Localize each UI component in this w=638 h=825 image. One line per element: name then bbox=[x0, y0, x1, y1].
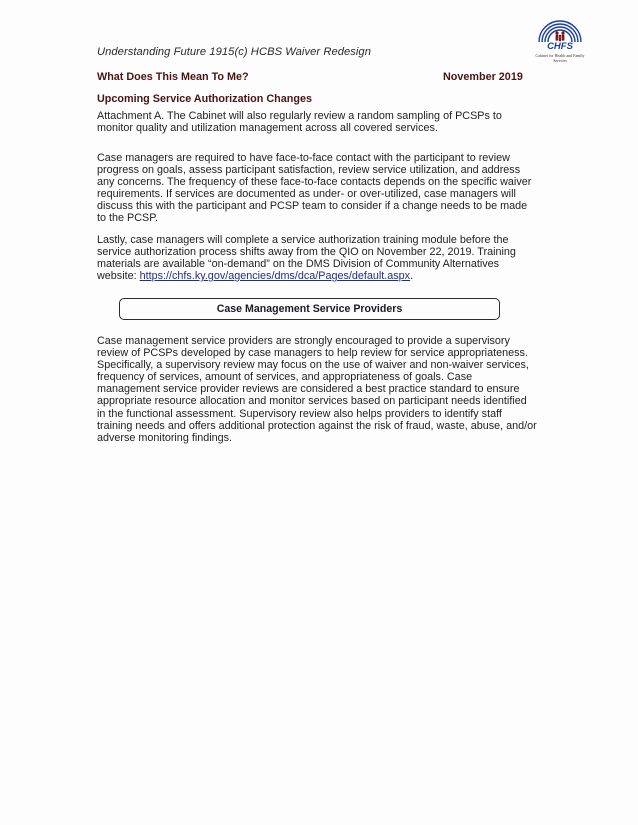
page-title: What Does This Mean To Me? bbox=[97, 71, 249, 83]
document-date: November 2019 bbox=[443, 71, 523, 83]
logo-agency-name: Cabinet for Health and Family Services bbox=[535, 53, 585, 63]
chfs-logo bbox=[531, 20, 589, 70]
section-subtitle: Upcoming Service Authorization Changes bbox=[97, 93, 312, 105]
paragraph-attachment: Attachment A. The Cabinet will also regularly review a random sampling of PCSPs to monitor quality and utilization management across all covered services. bbox=[97, 110, 502, 135]
section-heading: Case Management Service Providers bbox=[216, 303, 403, 315]
training-text: Lastly, case managers will complete a service authorization training module before the service authorization process shifts away from the QIO on November 22, 2019. Training materials are available “on-demand” on the DMS Division of Community Alternatives website: bbox=[97, 234, 516, 283]
title-row bbox=[97, 71, 523, 83]
logo-acronym: CHFS bbox=[547, 41, 573, 52]
paragraph-training bbox=[97, 234, 537, 282]
running-header: Understanding Future 1915(c) HCBS Waiver Redesign bbox=[97, 46, 371, 58]
paragraph-face-to-face: Case managers are required to have face-to-face contact with the participant to review progress on goals, assess participant satisfaction, review service utilization, and address any concerns. The frequency of these face-to-face contacts depends on the specific waiver requirements. If services are documented as under- or over-utilized, case managers will discuss this with the participant and PCSP team to consider if a change needs to be made to the PCSP. bbox=[97, 152, 532, 225]
paragraph-supervisory-review: Case management service providers are strongly encouraged to provide a supervisory review of PCSPs developed by case managers to help review for service appropriateness. Specifically, a supervisory review may focus on the use of waiver and non-waiver services, frequency of services, amount of services, and appropriateness of goals. Case management service provider reviews are considered a best practice standard to ensure appropriate resource allocation and monitor services based on participant needs identified in the functional assessment. Supervisory review also helps providers to identify staff training needs and offers additional protection against the risk of fraud, waste, abuse, and/or adverse monitoring findings. bbox=[97, 335, 537, 444]
training-text-end: . bbox=[410, 270, 414, 283]
dca-website-link[interactable]: https://chfs.ky.gov/agencies/dms/dca/Pages/default.aspx bbox=[139, 270, 411, 283]
section-heading-box bbox=[119, 298, 500, 320]
